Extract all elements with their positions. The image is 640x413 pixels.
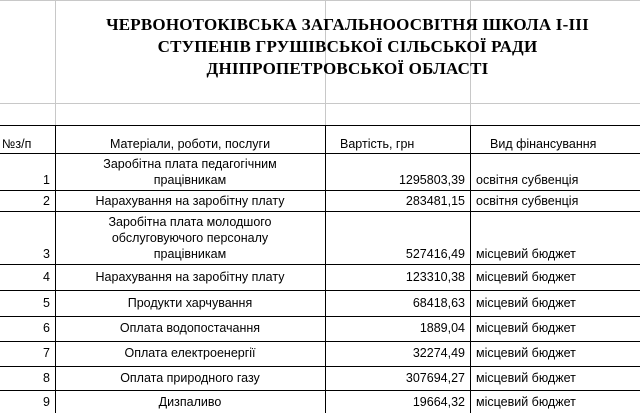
row-3-fund: місцевий бюджет [476,247,576,261]
row-4-name: Нарахування на заробітну плату [95,270,285,284]
row-9-num: 9 [43,395,50,409]
header-name: Матеріали, роботи, послуги [109,137,271,151]
row-2-fund: освітня субвенція [476,194,579,208]
table-column-border [55,125,56,413]
row-1-num: 1 [43,173,50,187]
row-4-num: 4 [43,270,50,284]
title-line-1: ЧЕРВОНОТОКІВСЬКА ЗАГАЛЬНООСВІТНЯ ШКОЛА І-ІІІ [106,15,589,34]
table-row-border [0,316,640,317]
row-3-num: 3 [43,247,50,261]
table-row-border [0,290,640,291]
row-8-cost: 307694,27 [405,371,465,385]
table-row-border [0,190,640,191]
row-9-fund: місцевий бюджет [476,395,576,409]
row-8-fund: місцевий бюджет [476,371,576,385]
row-divider [0,103,640,104]
row-4-fund: місцевий бюджет [476,270,576,284]
row-divider [0,0,640,1]
row-1-name-line-2: працівникам [153,173,227,187]
row-7-fund: місцевий бюджет [476,346,576,360]
row-9-name: Дизпаливо [158,395,222,409]
row-1-cost: 1295803,39 [398,173,465,187]
row-7-name: Оплата електроенергії [124,346,256,360]
header-cost: Вартість, грн [340,137,415,151]
row-5-fund: місцевий бюджет [476,296,576,310]
row-7-cost: 32274,49 [412,346,465,360]
table-row-border [0,264,640,265]
header-fund: Вид фінансування [490,137,597,151]
row-5-num: 5 [43,296,50,310]
header-num: №з/п [2,137,32,151]
row-6-num: 6 [43,321,50,335]
row-5-name: Продукти харчування [127,296,253,310]
table-top-border [0,125,640,126]
table-row-border [0,153,640,154]
row-6-fund: місцевий бюджет [476,321,576,335]
row-1-fund: освітня субвенція [476,173,579,187]
row-3-name-line-1: Заробітна плата молодшого [108,215,272,229]
row-7-num: 7 [43,346,50,360]
row-2-cost: 283481,15 [405,194,465,208]
table-row-border [0,211,640,212]
table-row-border [0,341,640,342]
title-line-3: ДНІПРОПЕТРОВСЬКОЇ ОБЛАСТІ [206,59,489,78]
table-row-border [0,366,640,367]
row-8-num: 8 [43,371,50,385]
row-2-name: Нарахування на заробітну плату [95,194,285,208]
row-3-name-line-3: працівникам [153,247,227,261]
row-2-num: 2 [43,194,50,208]
row-3-name-line-2: обслуговуючого персоналу [111,231,269,245]
row-3-cost: 527416,49 [405,247,465,261]
row-4-cost: 123310,38 [405,270,465,284]
row-6-cost: 1889,04 [419,321,465,335]
row-8-name: Оплата природного газу [120,371,260,385]
table-column-border [325,125,326,413]
row-1-name-line-1: Заробітна плата педагогічним [103,157,277,171]
row-9-cost: 19664,32 [412,395,465,409]
table-column-border [470,125,471,413]
title-line-2: СТУПЕНІВ ГРУШІВСЬКОЇ СІЛЬСЬКОЇ РАДИ [157,37,538,56]
row-5-cost: 68418,63 [412,296,465,310]
table-row-border [0,390,640,391]
row-6-name: Оплата водопостачання [119,321,261,335]
document-title [55,14,640,80]
